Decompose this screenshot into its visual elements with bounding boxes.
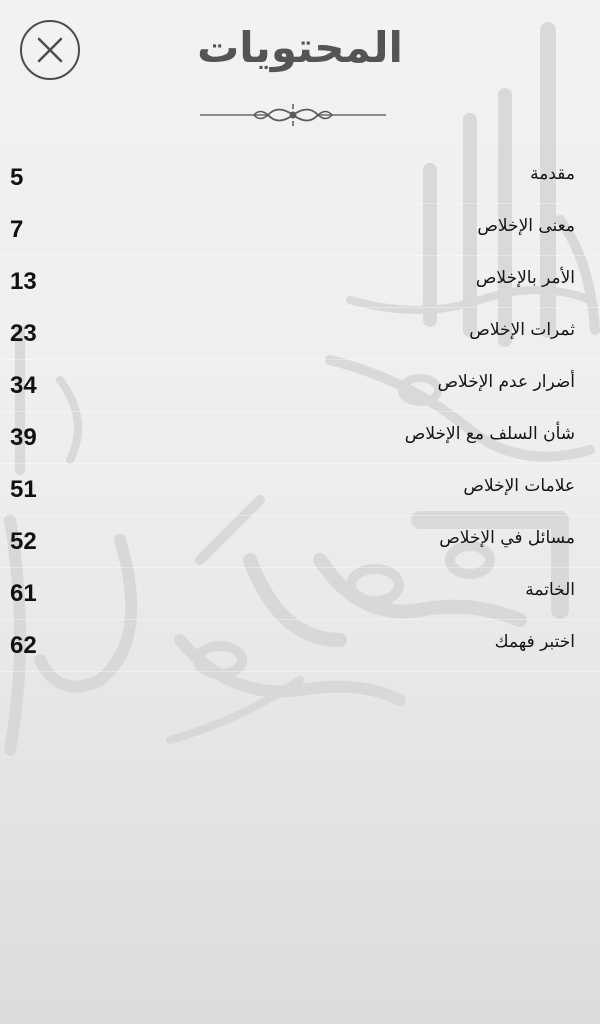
toc-item-page-number: 39 bbox=[10, 424, 37, 451]
toc-item-page-number: 34 bbox=[10, 372, 37, 399]
close-button[interactable] bbox=[20, 20, 80, 80]
ornament-divider-icon bbox=[198, 100, 388, 130]
toc-item-title: معنى الإخلاص bbox=[477, 216, 575, 236]
toc-item[interactable] bbox=[0, 464, 600, 516]
toc-item-page-number: 5 bbox=[10, 164, 24, 191]
toc-item[interactable] bbox=[0, 568, 600, 620]
toc-item[interactable] bbox=[0, 360, 600, 412]
toc-item-title: أضرار عدم الإخلاص bbox=[437, 372, 575, 392]
toc-item-title: علامات الإخلاص bbox=[463, 476, 575, 496]
toc-item[interactable] bbox=[0, 308, 600, 360]
toc-item[interactable] bbox=[0, 152, 600, 204]
toc-item-page-number: 23 bbox=[10, 320, 37, 347]
toc-item[interactable] bbox=[0, 412, 600, 464]
close-icon bbox=[35, 35, 65, 65]
toc-item-page-number: 52 bbox=[10, 528, 37, 555]
page-title: المحتويات bbox=[197, 23, 403, 72]
toc-item-title: ثمرات الإخلاص bbox=[469, 320, 575, 340]
toc-item-title: شأن السلف مع الإخلاص bbox=[404, 424, 575, 444]
toc-item-page-number: 7 bbox=[10, 216, 24, 243]
toc-item[interactable] bbox=[0, 516, 600, 568]
toc-item-title: مقدمة bbox=[530, 164, 575, 184]
toc-item[interactable] bbox=[0, 620, 600, 672]
toc-item-title: اختبر فهمك bbox=[494, 632, 575, 652]
toc-item-title: الخاتمة bbox=[525, 580, 575, 600]
table-of-contents bbox=[0, 152, 600, 672]
toc-item-page-number: 13 bbox=[10, 268, 37, 295]
toc-item[interactable] bbox=[0, 256, 600, 308]
toc-item-page-number: 51 bbox=[10, 476, 37, 503]
toc-item-page-number: 62 bbox=[10, 632, 37, 659]
toc-item[interactable] bbox=[0, 204, 600, 256]
toc-item-title: الأمر بالإخلاص bbox=[475, 268, 575, 288]
toc-item-title: مسائل في الإخلاص bbox=[439, 528, 575, 548]
toc-item-page-number: 61 bbox=[10, 580, 37, 607]
